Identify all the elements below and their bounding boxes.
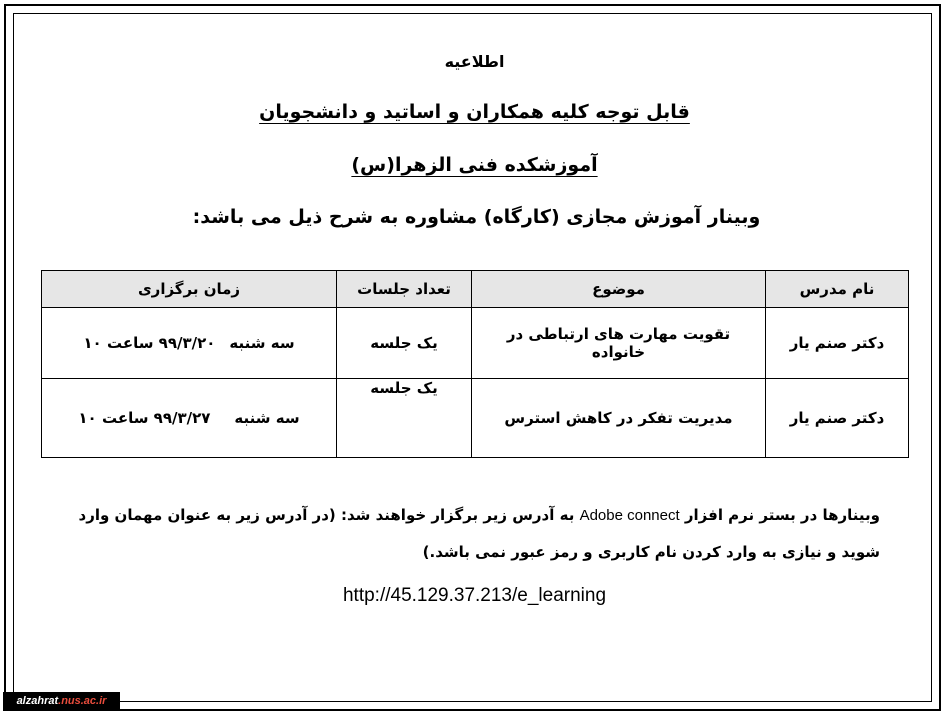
- instructions-text-end: به آدرس زیر برگزار خواهند شد: (در آدرس زیر به عنوان مهمان وارد شوید و نیازی به وارد کردن نام کاربری و رمز عبور نمی باشد.): [78, 506, 880, 561]
- notice-title: اطلاعیه: [444, 52, 505, 71]
- attention-heading: [0, 101, 949, 123]
- software-name: Adobe connect: [579, 507, 680, 524]
- header-sessions: تعداد جلسات: [337, 271, 472, 308]
- site-watermark: [3, 692, 120, 711]
- school-heading: [0, 154, 949, 176]
- cell-sessions: یک جلسه: [337, 308, 472, 379]
- table-row: [42, 379, 909, 458]
- table-row: [42, 308, 909, 379]
- cell-date-time: ۹۹/۳/۲۷ ساعت ۱۰: [78, 409, 211, 427]
- cell-instructor: دکتر صنم یار: [766, 379, 909, 458]
- webinar-schedule-table: [41, 270, 909, 458]
- watermark-suffix: .nus.ac.ir: [58, 695, 107, 707]
- instructions-text-start: وبینارها در بستر نرم افزار: [684, 506, 880, 524]
- cell-day: سه شنبه: [234, 409, 300, 427]
- header-topic: موضوع: [472, 271, 766, 308]
- cell-day: سه شنبه: [229, 334, 295, 352]
- cell-topic: مدیریت تفکر در کاهش استرس: [472, 379, 766, 458]
- school-heading-text: آموزشکده فنی الزهرا(س): [351, 154, 598, 176]
- table-header-row: [42, 271, 909, 308]
- attention-heading-text: قابل توجه کلیه همکاران و اساتید و دانشجویان: [259, 101, 690, 123]
- intro-heading-text: وبینار آموزش مجازی (کارگاه) مشاوره به شرح ذیل می باشد:: [192, 206, 761, 228]
- instructions-paragraph: [60, 497, 880, 570]
- header-time: زمان برگزاری: [42, 271, 337, 308]
- cell-instructor: دکتر صنم یار: [766, 308, 909, 379]
- watermark-site: alzahrat: [16, 695, 59, 707]
- header-instructor: نام مدرس: [766, 271, 909, 308]
- cell-topic: تقویت مهارت های ارتباطی در خانواده: [472, 308, 766, 379]
- cell-time: [42, 308, 337, 379]
- cell-date-time: ۹۹/۳/۲۰ ساعت ۱۰: [83, 334, 216, 352]
- cell-sessions: یک جلسه: [337, 379, 472, 458]
- intro-heading: [0, 206, 949, 228]
- webinar-url-link[interactable]: http://45.129.37.213/e_learning: [342, 585, 607, 606]
- cell-time: [42, 379, 337, 458]
